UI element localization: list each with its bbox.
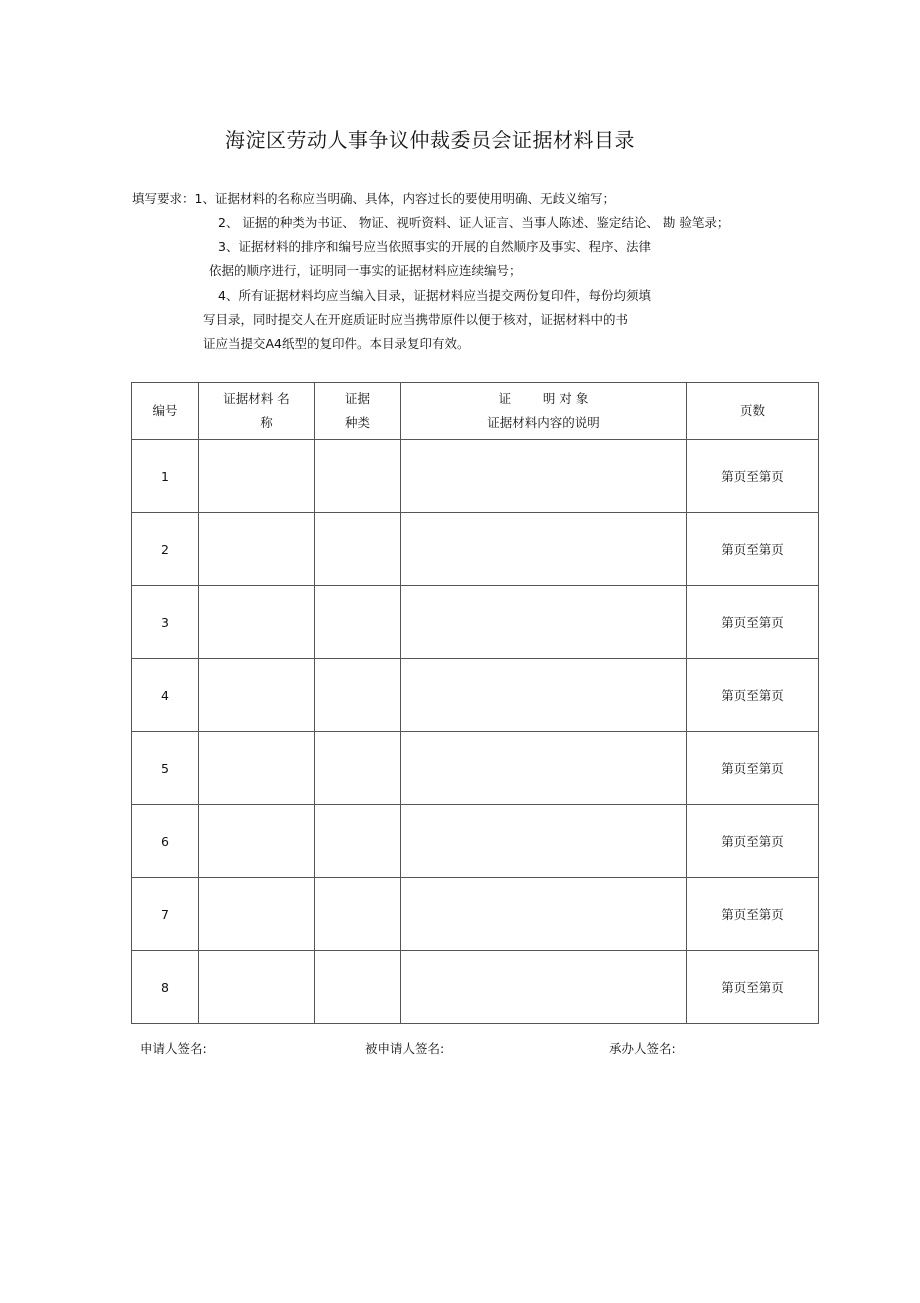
row-description-cell[interactable]	[401, 659, 687, 732]
header-object-line1: 证 明 对 象	[498, 391, 589, 406]
row-type-cell[interactable]	[315, 878, 401, 951]
requirement-line-2: 2、 证据的种类为书证、 物证、视听资料、证人证言、当事人陈述、鉴定结论、 勘 验笔录；	[218, 215, 730, 230]
table-row	[132, 659, 819, 732]
row-number: 1	[132, 440, 199, 513]
row-description-cell[interactable]	[401, 951, 687, 1024]
row-description-cell[interactable]	[401, 440, 687, 513]
row-type-cell[interactable]	[315, 659, 401, 732]
row-name-cell[interactable]	[199, 951, 315, 1024]
row-number: 6	[132, 805, 199, 878]
row-pages[interactable]: 第页至第页	[687, 440, 819, 513]
row-pages[interactable]: 第页至第页	[687, 586, 819, 659]
table-row	[132, 440, 819, 513]
table-row	[132, 805, 819, 878]
row-type-cell[interactable]	[315, 732, 401, 805]
row-name-cell[interactable]	[199, 732, 315, 805]
row-number: 3	[132, 586, 199, 659]
row-pages[interactable]: 第页至第页	[687, 732, 819, 805]
header-number: 编号	[132, 383, 199, 440]
header-type-line2: 种类	[344, 415, 370, 430]
row-name-cell[interactable]	[199, 878, 315, 951]
requirement-line-1: 填写要求：1、证据材料的名称应当明确、具体，内容过长的要使用明确、无歧义缩写；	[132, 191, 615, 206]
header-pages: 页数	[687, 383, 819, 440]
header-name-line2: 称	[260, 415, 273, 430]
evidence-table	[131, 382, 819, 1024]
row-pages[interactable]: 第页至第页	[687, 951, 819, 1024]
table-row	[132, 586, 819, 659]
header-object-line2: 证据材料内容的说明	[487, 415, 600, 430]
row-number: 7	[132, 878, 199, 951]
requirement-line-3b: 依据的顺序进行，证明同一事实的证据材料应连续编号；	[209, 263, 522, 278]
row-description-cell[interactable]	[401, 878, 687, 951]
handler-signature-label: 承办人签名:	[609, 1041, 676, 1056]
header-object	[401, 383, 687, 440]
header-type	[315, 383, 401, 440]
row-type-cell[interactable]	[315, 586, 401, 659]
header-type-line1: 证据	[344, 391, 370, 406]
row-type-cell[interactable]	[315, 440, 401, 513]
requirement-line-4a: 4、所有证据材料均应当编入目录，证据材料应当提交两份复印件，每份均须填	[218, 288, 651, 303]
row-name-cell[interactable]	[199, 513, 315, 586]
row-description-cell[interactable]	[401, 513, 687, 586]
requirement-line-3a: 3、证据材料的排序和编号应当依照事实的开展的自然顺序及事实、程序、法律	[218, 239, 651, 254]
row-number: 5	[132, 732, 199, 805]
row-type-cell[interactable]	[315, 805, 401, 878]
table-row	[132, 732, 819, 805]
row-name-cell[interactable]	[199, 440, 315, 513]
row-name-cell[interactable]	[199, 659, 315, 732]
table-row	[132, 513, 819, 586]
row-pages[interactable]: 第页至第页	[687, 805, 819, 878]
row-number: 2	[132, 513, 199, 586]
applicant-signature-label: 申请人签名:	[140, 1041, 207, 1056]
table-row	[132, 878, 819, 951]
row-number: 4	[132, 659, 199, 732]
page-title: 海淀区劳动人事争议仲裁委员会证据材料目录	[225, 128, 635, 152]
row-number: 8	[132, 951, 199, 1024]
header-name	[199, 383, 315, 440]
table-row	[132, 951, 819, 1024]
row-pages[interactable]: 第页至第页	[687, 659, 819, 732]
row-description-cell[interactable]	[401, 805, 687, 878]
row-type-cell[interactable]	[315, 951, 401, 1024]
respondent-signature-label: 被申请人签名:	[365, 1041, 445, 1056]
header-name-line1: 证据材料 名	[223, 391, 290, 406]
row-description-cell[interactable]	[401, 586, 687, 659]
table-header-row	[132, 383, 819, 440]
requirement-line-4b: 写目录，同时提交人在开庭质证时应当携带原件以便于核对，证据材料中的书	[203, 312, 629, 327]
requirement-line-4c: 证应当提交A4纸型的复印件。本目录复印有效。	[203, 336, 470, 351]
row-pages[interactable]: 第页至第页	[687, 878, 819, 951]
row-name-cell[interactable]	[199, 805, 315, 878]
row-description-cell[interactable]	[401, 732, 687, 805]
row-pages[interactable]: 第页至第页	[687, 513, 819, 586]
row-type-cell[interactable]	[315, 513, 401, 586]
row-name-cell[interactable]	[199, 586, 315, 659]
